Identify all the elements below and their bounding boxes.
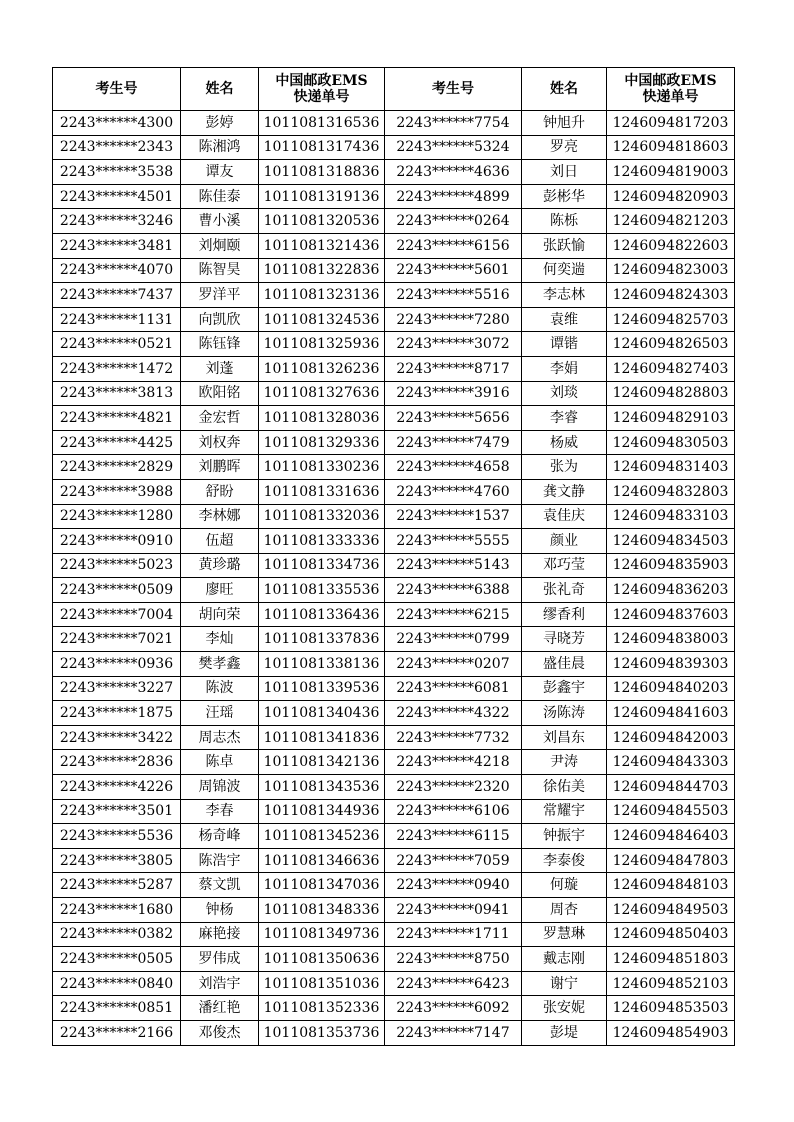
table-row [53, 553, 735, 578]
cell-name-right: 寻晓芳 [522, 627, 607, 652]
table-row [53, 873, 735, 898]
header-cell-ems-number-left: 中国邮政EMS 快递单号 [259, 68, 385, 111]
cell-ems-number-right: 1246094825703 [607, 307, 735, 332]
cell-student-id-left: 2243******4425 [53, 430, 181, 455]
cell-name-left: 黄珍璐 [181, 553, 259, 578]
document-page [52, 67, 735, 1046]
cell-name-right: 张跃愉 [522, 233, 607, 258]
cell-name-left: 周志杰 [181, 725, 259, 750]
cell-student-id-left: 2243******5287 [53, 873, 181, 898]
cell-student-id-left: 2243******0851 [53, 996, 181, 1021]
cell-ems-number-left: 1011081341836 [259, 725, 385, 750]
table-row [53, 111, 735, 136]
cell-student-id-left: 2243******1680 [53, 898, 181, 923]
cell-student-id-right: 2243******5516 [385, 283, 522, 308]
cell-ems-number-right: 1246094839303 [607, 652, 735, 677]
cell-ems-number-right: 1246094841603 [607, 701, 735, 726]
cell-student-id-right: 2243******0940 [385, 873, 522, 898]
cell-name-left: 陈波 [181, 676, 259, 701]
cell-ems-number-left: 1011081342136 [259, 750, 385, 775]
cell-ems-number-right: 1246094852103 [607, 971, 735, 996]
cell-ems-number-right: 1246094842003 [607, 725, 735, 750]
table-row [53, 479, 735, 504]
cell-student-id-left: 2243******3422 [53, 725, 181, 750]
table-body [53, 111, 735, 1046]
cell-name-left: 邓俊杰 [181, 1020, 259, 1045]
table-row [53, 430, 735, 455]
cell-ems-number-right: 1246094850403 [607, 922, 735, 947]
cell-name-left: 陈钰锋 [181, 332, 259, 357]
cell-student-id-right: 2243******4322 [385, 701, 522, 726]
cell-ems-number-left: 1011081349736 [259, 922, 385, 947]
cell-name-left: 李春 [181, 799, 259, 824]
cell-student-id-left: 2243******3501 [53, 799, 181, 824]
cell-name-right: 彭鑫宇 [522, 676, 607, 701]
cell-name-left: 陈浩宇 [181, 848, 259, 873]
cell-student-id-left: 2243******3246 [53, 209, 181, 234]
cell-student-id-left: 2243******2829 [53, 455, 181, 480]
cell-ems-number-right: 1246094849503 [607, 898, 735, 923]
cell-ems-number-left: 1011081343536 [259, 775, 385, 800]
cell-student-id-right: 2243******0941 [385, 898, 522, 923]
cell-ems-number-left: 1011081325936 [259, 332, 385, 357]
table-row [53, 184, 735, 209]
table-row [53, 307, 735, 332]
cell-student-id-right: 2243******6423 [385, 971, 522, 996]
cell-name-right: 李泰俊 [522, 848, 607, 873]
cell-name-right: 龚文静 [522, 479, 607, 504]
header-cell-name-left: 姓名 [181, 68, 259, 111]
cell-ems-number-right: 1246094822603 [607, 233, 735, 258]
cell-name-right: 袁维 [522, 307, 607, 332]
cell-name-left: 曹小溪 [181, 209, 259, 234]
cell-name-right: 李睿 [522, 406, 607, 431]
cell-ems-number-right: 1246094838003 [607, 627, 735, 652]
cell-ems-number-left: 1011081353736 [259, 1020, 385, 1045]
cell-ems-number-right: 1246094847803 [607, 848, 735, 873]
cell-student-id-right: 2243******2320 [385, 775, 522, 800]
cell-student-id-right: 2243******0207 [385, 652, 522, 677]
cell-student-id-right: 2243******5324 [385, 135, 522, 160]
table-row [53, 725, 735, 750]
cell-ems-number-left: 1011081322836 [259, 258, 385, 283]
cell-student-id-left: 2243******5023 [53, 553, 181, 578]
cell-name-left: 罗洋平 [181, 283, 259, 308]
table-row [53, 578, 735, 603]
cell-ems-number-right: 1246094823003 [607, 258, 735, 283]
cell-name-right: 钟振宇 [522, 824, 607, 849]
table-header [53, 68, 735, 111]
cell-name-right: 杨威 [522, 430, 607, 455]
cell-student-id-left: 2243******0521 [53, 332, 181, 357]
cell-student-id-left: 2243******4501 [53, 184, 181, 209]
cell-name-right: 徐佑美 [522, 775, 607, 800]
cell-ems-number-left: 1011081333336 [259, 529, 385, 554]
cell-name-left: 刘权奔 [181, 430, 259, 455]
cell-name-left: 陈佳泰 [181, 184, 259, 209]
table-row [53, 996, 735, 1021]
cell-student-id-left: 2243******3988 [53, 479, 181, 504]
cell-ems-number-right: 1246094837603 [607, 602, 735, 627]
cell-student-id-right: 2243******7754 [385, 111, 522, 136]
cell-name-right: 罗慧琳 [522, 922, 607, 947]
cell-ems-number-left: 1011081334736 [259, 553, 385, 578]
cell-name-left: 刘蓬 [181, 356, 259, 381]
cell-student-id-right: 2243******6115 [385, 824, 522, 849]
cell-student-id-left: 2243******4821 [53, 406, 181, 431]
cell-name-right: 颜业 [522, 529, 607, 554]
cell-name-right: 何璇 [522, 873, 607, 898]
cell-student-id-left: 2243******2166 [53, 1020, 181, 1045]
cell-ems-number-right: 1246094818603 [607, 135, 735, 160]
table-row [53, 971, 735, 996]
cell-student-id-left: 2243******3227 [53, 676, 181, 701]
cell-ems-number-right: 1246094840203 [607, 676, 735, 701]
cell-name-left: 李灿 [181, 627, 259, 652]
table-row [53, 848, 735, 873]
cell-ems-number-right: 1246094832803 [607, 479, 735, 504]
cell-student-id-right: 2243******3072 [385, 332, 522, 357]
cell-ems-number-left: 1011081332036 [259, 504, 385, 529]
cell-ems-number-left: 1011081350636 [259, 947, 385, 972]
cell-student-id-right: 2243******4218 [385, 750, 522, 775]
cell-ems-number-left: 1011081320536 [259, 209, 385, 234]
cell-ems-number-right: 1246094821203 [607, 209, 735, 234]
cell-ems-number-left: 1011081335536 [259, 578, 385, 603]
cell-name-right: 缪香利 [522, 602, 607, 627]
cell-student-id-right: 2243******6092 [385, 996, 522, 1021]
ems-tracking-table [52, 67, 735, 1046]
cell-name-left: 周锦波 [181, 775, 259, 800]
cell-ems-number-right: 1246094843303 [607, 750, 735, 775]
cell-student-id-right: 2243******4658 [385, 455, 522, 480]
cell-student-id-right: 2243******6156 [385, 233, 522, 258]
table-row [53, 135, 735, 160]
cell-name-right: 彭堤 [522, 1020, 607, 1045]
cell-name-right: 刘日 [522, 160, 607, 185]
cell-name-left: 刘鹏晖 [181, 455, 259, 480]
cell-ems-number-left: 1011081345236 [259, 824, 385, 849]
cell-name-right: 李志林 [522, 283, 607, 308]
cell-student-id-left: 2243******4300 [53, 111, 181, 136]
cell-ems-number-left: 1011081339536 [259, 676, 385, 701]
table-row [53, 922, 735, 947]
header-row [53, 68, 735, 111]
cell-ems-number-right: 1246094845503 [607, 799, 735, 824]
cell-name-left: 李林娜 [181, 504, 259, 529]
table-row [53, 750, 735, 775]
cell-name-left: 伍超 [181, 529, 259, 554]
cell-ems-number-left: 1011081330236 [259, 455, 385, 480]
cell-ems-number-left: 1011081316536 [259, 111, 385, 136]
cell-ems-number-left: 1011081346636 [259, 848, 385, 873]
cell-student-id-right: 2243******7732 [385, 725, 522, 750]
cell-ems-number-right: 1246094829103 [607, 406, 735, 431]
cell-student-id-left: 2243******0505 [53, 947, 181, 972]
cell-name-right: 谭锴 [522, 332, 607, 357]
cell-ems-number-left: 1011081344936 [259, 799, 385, 824]
cell-student-id-right: 2243******0799 [385, 627, 522, 652]
cell-ems-number-right: 1246094844703 [607, 775, 735, 800]
table-row [53, 602, 735, 627]
cell-name-left: 麻艳接 [181, 922, 259, 947]
cell-ems-number-left: 1011081328036 [259, 406, 385, 431]
table-row [53, 627, 735, 652]
cell-name-right: 戴志刚 [522, 947, 607, 972]
table-row [53, 381, 735, 406]
cell-name-left: 杨奇峰 [181, 824, 259, 849]
cell-student-id-right: 2243******5601 [385, 258, 522, 283]
cell-ems-number-right: 1246094828803 [607, 381, 735, 406]
cell-student-id-right: 2243******4636 [385, 160, 522, 185]
cell-ems-number-left: 1011081321436 [259, 233, 385, 258]
cell-name-left: 舒盼 [181, 479, 259, 504]
table-row [53, 701, 735, 726]
cell-name-right: 邓巧莹 [522, 553, 607, 578]
table-row [53, 947, 735, 972]
cell-student-id-left: 2243******4226 [53, 775, 181, 800]
cell-student-id-left: 2243******1472 [53, 356, 181, 381]
cell-name-right: 彭彬华 [522, 184, 607, 209]
table-row [53, 356, 735, 381]
cell-student-id-right: 2243******3916 [385, 381, 522, 406]
cell-student-id-left: 2243******4070 [53, 258, 181, 283]
cell-student-id-right: 2243******6081 [385, 676, 522, 701]
cell-student-id-left: 2243******1280 [53, 504, 181, 529]
cell-name-right: 常耀宇 [522, 799, 607, 824]
cell-student-id-left: 2243******3813 [53, 381, 181, 406]
table-row [53, 283, 735, 308]
table-row [53, 332, 735, 357]
header-cell-student-id-right: 考生号 [385, 68, 522, 111]
cell-name-right: 刘昌东 [522, 725, 607, 750]
cell-ems-number-right: 1246094836203 [607, 578, 735, 603]
cell-name-right: 何奕遄 [522, 258, 607, 283]
cell-ems-number-left: 1011081318836 [259, 160, 385, 185]
cell-student-id-right: 2243******1537 [385, 504, 522, 529]
cell-name-left: 彭婷 [181, 111, 259, 136]
cell-name-left: 陈湘鸿 [181, 135, 259, 160]
cell-ems-number-left: 1011081324536 [259, 307, 385, 332]
cell-ems-number-right: 1246094827403 [607, 356, 735, 381]
cell-ems-number-right: 1246094819003 [607, 160, 735, 185]
cell-student-id-right: 2243******5555 [385, 529, 522, 554]
cell-ems-number-right: 1246094824303 [607, 283, 735, 308]
cell-ems-number-right: 1246094826503 [607, 332, 735, 357]
table-row [53, 406, 735, 431]
cell-name-left: 廖旺 [181, 578, 259, 603]
cell-name-left: 金宏哲 [181, 406, 259, 431]
cell-name-right: 刘琰 [522, 381, 607, 406]
table-row [53, 160, 735, 185]
cell-student-id-left: 2243******2836 [53, 750, 181, 775]
cell-name-right: 盛佳晨 [522, 652, 607, 677]
cell-ems-number-right: 1246094831403 [607, 455, 735, 480]
table-row [53, 799, 735, 824]
cell-ems-number-right: 1246094834503 [607, 529, 735, 554]
cell-student-id-left: 2243******7004 [53, 602, 181, 627]
table-row [53, 775, 735, 800]
table-row [53, 898, 735, 923]
cell-ems-number-left: 1011081317436 [259, 135, 385, 160]
cell-student-id-left: 2243******2343 [53, 135, 181, 160]
cell-student-id-right: 2243******4899 [385, 184, 522, 209]
cell-ems-number-left: 1011081352336 [259, 996, 385, 1021]
table-row [53, 209, 735, 234]
cell-student-id-left: 2243******5536 [53, 824, 181, 849]
cell-name-left: 欧阳铭 [181, 381, 259, 406]
cell-ems-number-right: 1246094820903 [607, 184, 735, 209]
cell-ems-number-left: 1011081348336 [259, 898, 385, 923]
cell-name-right: 陈栎 [522, 209, 607, 234]
cell-name-left: 陈智昊 [181, 258, 259, 283]
cell-student-id-left: 2243******1131 [53, 307, 181, 332]
cell-student-id-left: 2243******3538 [53, 160, 181, 185]
cell-name-left: 向凯欣 [181, 307, 259, 332]
cell-ems-number-right: 1246094833103 [607, 504, 735, 529]
cell-ems-number-left: 1011081337836 [259, 627, 385, 652]
table-row [53, 1020, 735, 1045]
cell-student-id-right: 2243******4760 [385, 479, 522, 504]
cell-student-id-right: 2243******7147 [385, 1020, 522, 1045]
cell-ems-number-right: 1246094817203 [607, 111, 735, 136]
cell-student-id-right: 2243******5143 [385, 553, 522, 578]
cell-ems-number-left: 1011081351036 [259, 971, 385, 996]
cell-name-left: 罗伟成 [181, 947, 259, 972]
cell-ems-number-left: 1011081323136 [259, 283, 385, 308]
cell-name-right: 钟旭升 [522, 111, 607, 136]
table-row [53, 676, 735, 701]
cell-name-left: 樊孝鑫 [181, 652, 259, 677]
cell-name-left: 刘炯颐 [181, 233, 259, 258]
cell-ems-number-right: 1246094848103 [607, 873, 735, 898]
cell-ems-number-right: 1246094851803 [607, 947, 735, 972]
table-row [53, 824, 735, 849]
table-row [53, 233, 735, 258]
cell-ems-number-right: 1246094835903 [607, 553, 735, 578]
cell-name-right: 张安妮 [522, 996, 607, 1021]
cell-student-id-left: 2243******0840 [53, 971, 181, 996]
header-cell-student-id-left: 考生号 [53, 68, 181, 111]
cell-name-left: 汪瑶 [181, 701, 259, 726]
table-row [53, 504, 735, 529]
table-row [53, 529, 735, 554]
cell-ems-number-right: 1246094846403 [607, 824, 735, 849]
cell-name-left: 谭友 [181, 160, 259, 185]
cell-name-right: 谢宁 [522, 971, 607, 996]
table-row [53, 652, 735, 677]
cell-student-id-right: 2243******8717 [385, 356, 522, 381]
cell-student-id-right: 2243******6388 [385, 578, 522, 603]
cell-name-left: 蔡文凯 [181, 873, 259, 898]
cell-student-id-right: 2243******7479 [385, 430, 522, 455]
table-row [53, 258, 735, 283]
cell-name-right: 罗亮 [522, 135, 607, 160]
cell-student-id-right: 2243******0264 [385, 209, 522, 234]
cell-name-right: 张为 [522, 455, 607, 480]
cell-ems-number-left: 1011081347036 [259, 873, 385, 898]
cell-student-id-right: 2243******7280 [385, 307, 522, 332]
cell-student-id-left: 2243******1875 [53, 701, 181, 726]
cell-ems-number-left: 1011081338136 [259, 652, 385, 677]
cell-student-id-right: 2243******1711 [385, 922, 522, 947]
cell-ems-number-left: 1011081331636 [259, 479, 385, 504]
cell-student-id-left: 2243******0509 [53, 578, 181, 603]
cell-name-left: 陈卓 [181, 750, 259, 775]
cell-name-right: 袁佳庆 [522, 504, 607, 529]
cell-student-id-right: 2243******5656 [385, 406, 522, 431]
cell-student-id-left: 2243******3805 [53, 848, 181, 873]
cell-ems-number-right: 1246094830503 [607, 430, 735, 455]
cell-student-id-right: 2243******7059 [385, 848, 522, 873]
cell-student-id-right: 2243******8750 [385, 947, 522, 972]
cell-name-left: 钟杨 [181, 898, 259, 923]
cell-student-id-right: 2243******6215 [385, 602, 522, 627]
header-cell-name-right: 姓名 [522, 68, 607, 111]
cell-student-id-left: 2243******0936 [53, 652, 181, 677]
cell-name-right: 周杏 [522, 898, 607, 923]
cell-student-id-left: 2243******7021 [53, 627, 181, 652]
cell-name-right: 尹涛 [522, 750, 607, 775]
cell-student-id-left: 2243******3481 [53, 233, 181, 258]
cell-ems-number-left: 1011081326236 [259, 356, 385, 381]
cell-ems-number-left: 1011081319136 [259, 184, 385, 209]
cell-name-left: 刘浩宇 [181, 971, 259, 996]
cell-name-right: 汤陈涛 [522, 701, 607, 726]
cell-student-id-left: 2243******0910 [53, 529, 181, 554]
cell-name-right: 张礼奇 [522, 578, 607, 603]
cell-name-left: 胡向荣 [181, 602, 259, 627]
header-cell-ems-number-right: 中国邮政EMS 快递单号 [607, 68, 735, 111]
cell-ems-number-right: 1246094854903 [607, 1020, 735, 1045]
cell-ems-number-left: 1011081340436 [259, 701, 385, 726]
cell-ems-number-left: 1011081327636 [259, 381, 385, 406]
cell-student-id-left: 2243******0382 [53, 922, 181, 947]
cell-ems-number-left: 1011081336436 [259, 602, 385, 627]
table-row [53, 455, 735, 480]
cell-name-left: 潘红艳 [181, 996, 259, 1021]
cell-student-id-left: 2243******7437 [53, 283, 181, 308]
cell-name-right: 李娟 [522, 356, 607, 381]
cell-ems-number-right: 1246094853503 [607, 996, 735, 1021]
cell-ems-number-left: 1011081329336 [259, 430, 385, 455]
cell-student-id-right: 2243******6106 [385, 799, 522, 824]
